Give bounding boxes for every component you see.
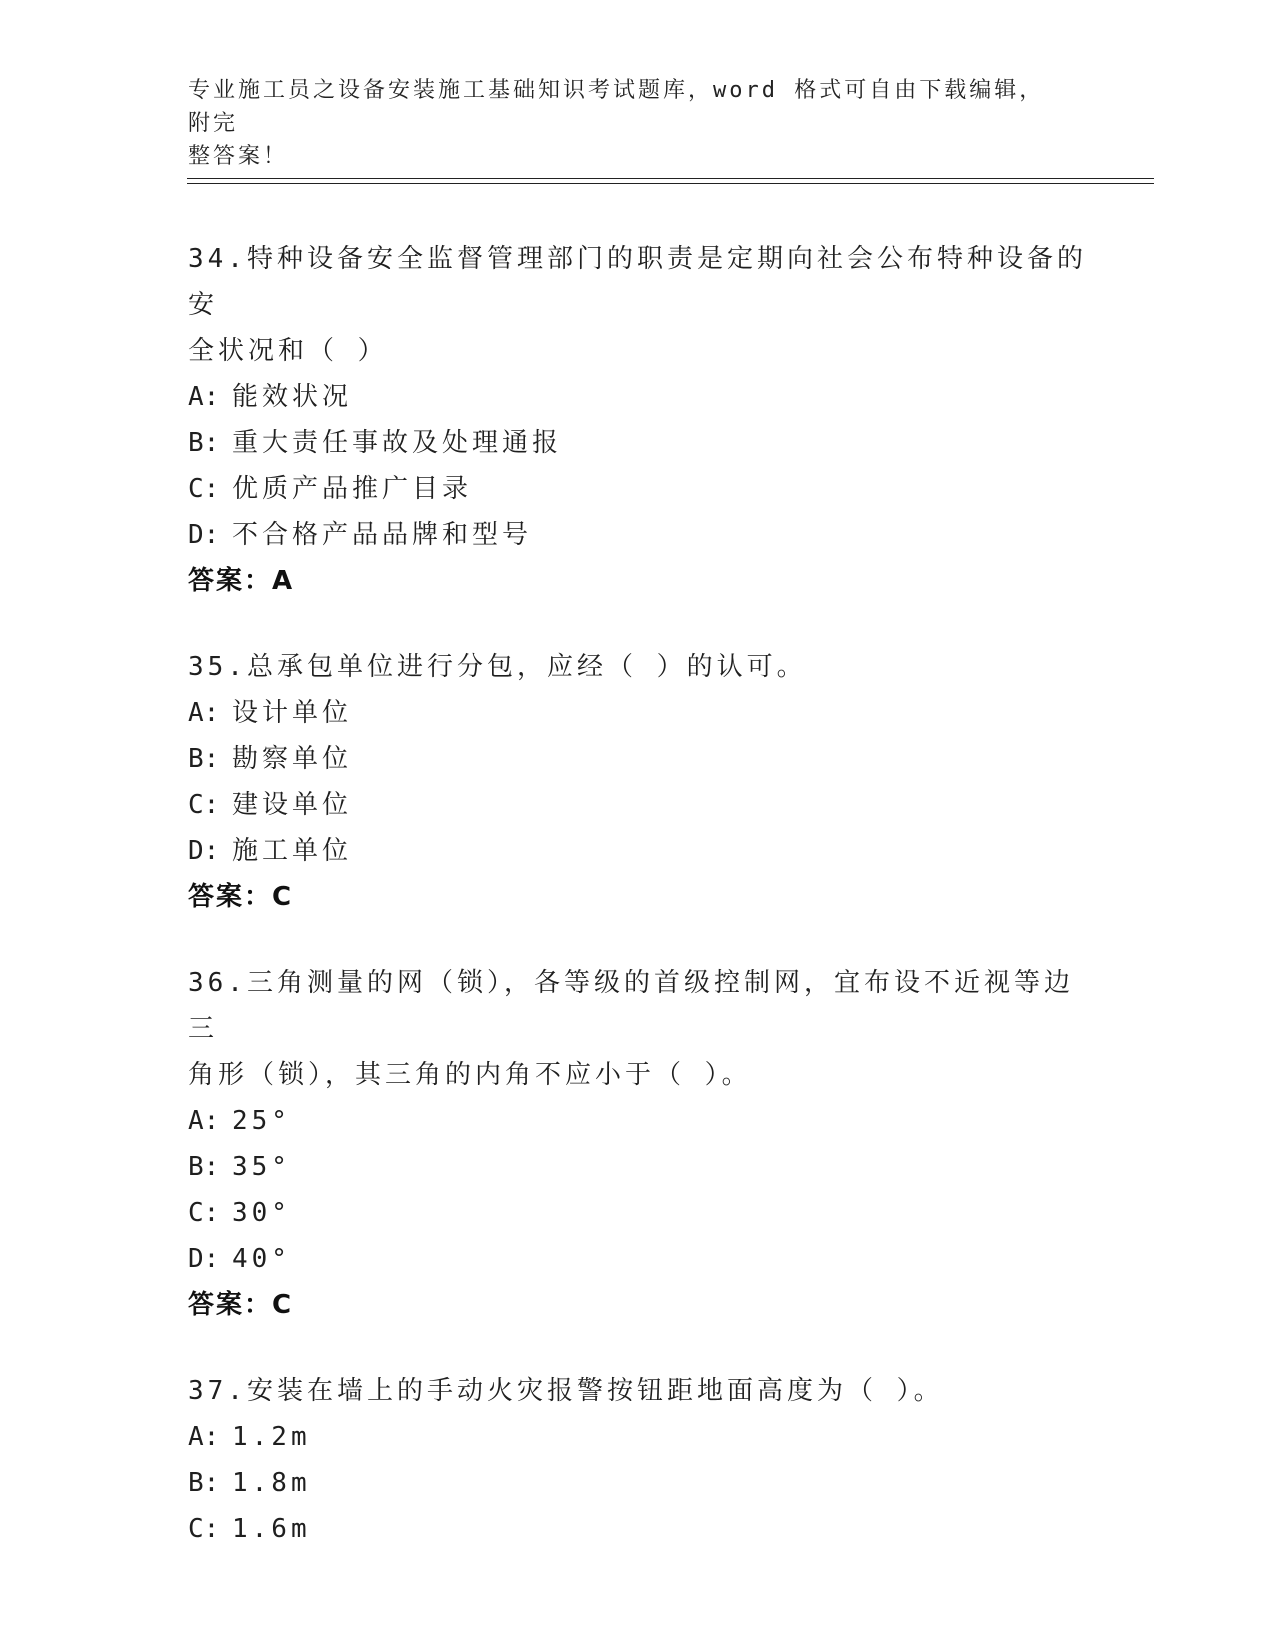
option-text: 1.6m bbox=[232, 1514, 311, 1544]
option-text: 设计单位 bbox=[232, 698, 353, 728]
option-text: 施工单位 bbox=[232, 836, 353, 866]
document-header bbox=[188, 74, 1068, 173]
question-list bbox=[188, 236, 1088, 1592]
option-text: 优质产品推广目录 bbox=[232, 474, 473, 504]
option-c bbox=[188, 466, 1088, 512]
option-key: D: bbox=[188, 520, 220, 550]
option-c bbox=[188, 1190, 1088, 1236]
option-text: 35° bbox=[232, 1152, 291, 1182]
option-key: C: bbox=[188, 1198, 220, 1228]
option-text: 40° bbox=[232, 1244, 291, 1274]
option-key: A: bbox=[188, 1106, 220, 1136]
stem-line: 全状况和（ ） bbox=[188, 336, 388, 366]
option-text: 1.8m bbox=[232, 1468, 311, 1498]
option-a bbox=[188, 1414, 1088, 1460]
answer-label: 答案：C bbox=[188, 1290, 294, 1320]
option-text: 重大责任事故及处理通报 bbox=[232, 428, 563, 458]
option-a bbox=[188, 374, 1088, 420]
option-b bbox=[188, 736, 1088, 782]
option-c bbox=[188, 782, 1088, 828]
question-35 bbox=[188, 644, 1088, 920]
header-line-1: 专业施工员之设备安装施工基础知识考试题库，word 格式可自由下载编辑，附完 bbox=[188, 78, 1045, 136]
option-c bbox=[188, 1506, 1088, 1552]
question-34 bbox=[188, 236, 1088, 604]
option-d bbox=[188, 1236, 1088, 1282]
answer-label: 答案：C bbox=[188, 882, 294, 912]
option-key: D: bbox=[188, 836, 220, 866]
header-line-2: 整答案！ bbox=[188, 144, 289, 169]
header-divider-bottom bbox=[187, 183, 1154, 184]
header-divider-top bbox=[187, 178, 1154, 179]
answer-label: 答案：A bbox=[188, 566, 295, 596]
option-b bbox=[188, 1460, 1088, 1506]
option-key: A: bbox=[188, 382, 220, 412]
option-key: A: bbox=[188, 1422, 220, 1452]
option-a bbox=[188, 690, 1088, 736]
stem-line: 37.安装在墙上的手动火灾报警按钮距地面高度为（ ）。 bbox=[188, 1376, 944, 1406]
option-key: B: bbox=[188, 428, 220, 458]
option-key: B: bbox=[188, 744, 220, 774]
option-text: 30° bbox=[232, 1198, 291, 1228]
option-d bbox=[188, 512, 1088, 558]
option-text: 1.2m bbox=[232, 1422, 311, 1452]
option-key: B: bbox=[188, 1152, 220, 1182]
option-text: 能效状况 bbox=[232, 382, 353, 412]
option-text: 勘察单位 bbox=[232, 744, 353, 774]
option-d bbox=[188, 828, 1088, 874]
option-key: C: bbox=[188, 790, 220, 820]
stem-line: 35.总承包单位进行分包，应经（ ）的认可。 bbox=[188, 652, 807, 682]
question-37 bbox=[188, 1368, 1088, 1552]
stem-line: 36.三角测量的网（锁），各等级的首级控制网，宜布设不近视等边三 bbox=[188, 968, 1074, 1044]
question-stem bbox=[188, 644, 1088, 690]
option-key: D: bbox=[188, 1244, 220, 1274]
option-a bbox=[188, 1098, 1088, 1144]
option-key: B: bbox=[188, 1468, 220, 1498]
question-stem bbox=[188, 236, 1088, 374]
stem-line: 34.特种设备安全监督管理部门的职责是定期向社会公布特种设备的安 bbox=[188, 244, 1087, 320]
question-stem bbox=[188, 1368, 1088, 1414]
option-key: A: bbox=[188, 698, 220, 728]
option-text: 25° bbox=[232, 1106, 291, 1136]
question-36 bbox=[188, 960, 1088, 1328]
option-text: 建设单位 bbox=[232, 790, 353, 820]
option-key: C: bbox=[188, 474, 220, 504]
stem-line: 角形（锁），其三角的内角不应小于（ ）。 bbox=[188, 1060, 752, 1090]
question-stem bbox=[188, 960, 1088, 1098]
option-b bbox=[188, 1144, 1088, 1190]
option-text: 不合格产品品牌和型号 bbox=[232, 520, 533, 550]
option-b bbox=[188, 420, 1088, 466]
option-key: C: bbox=[188, 1514, 220, 1544]
